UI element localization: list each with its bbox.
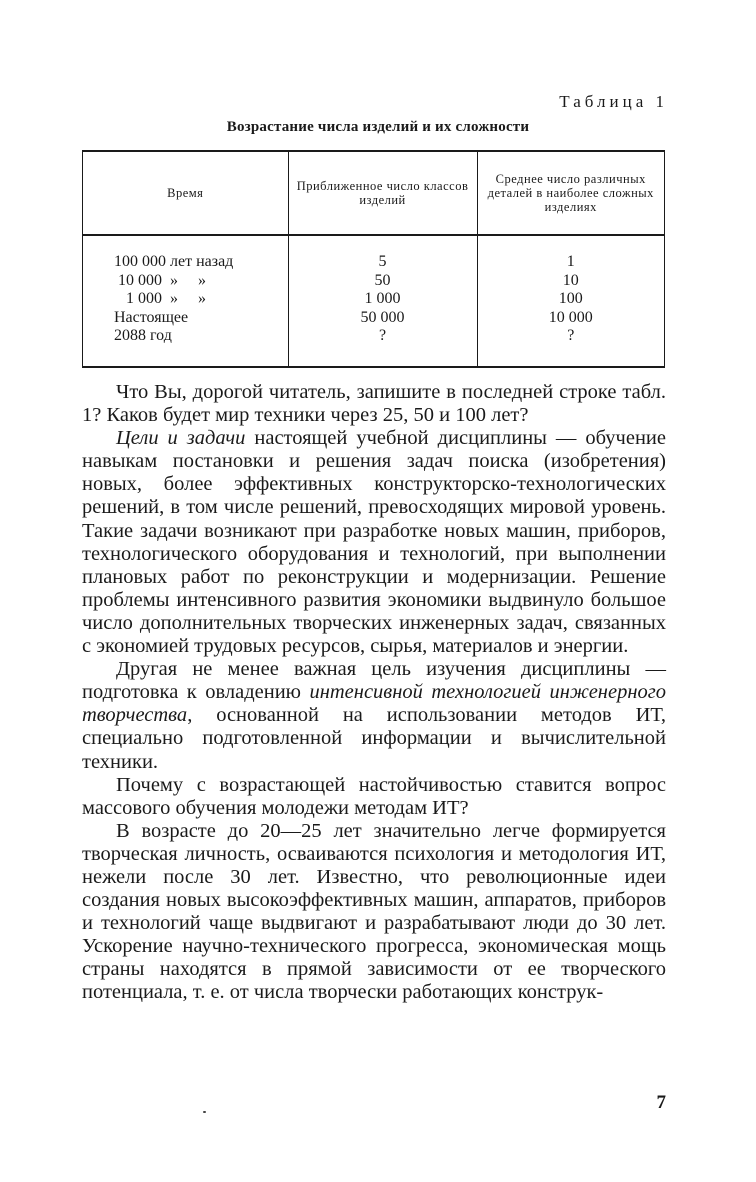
page-number: 7 [656,1092,666,1113]
classes-value: ? [378,327,387,344]
paragraph-question: Что Вы, дорогой читатель, запишите в последней строке табл. 1? Каков будет мир техники через 25, 50 и 100 лет? [82,381,666,427]
parts-column [477,235,664,367]
header-parts: Среднее число различных деталей в наиболее сложных изделиях [477,151,664,235]
second-goal-start: Другая не менее важная цель изучения дисциплины — подготовка к овладению [82,658,666,704]
paragraph-second-goal [82,658,666,773]
paragraph-why: Почему с возрастающей настойчивостью ставится вопрос массового обучения молодежи методам ИТ? [82,773,666,819]
growth-table [82,150,665,368]
paragraph-goals [82,427,666,658]
classes-value: 50 000 [360,308,405,326]
classes-column [288,235,477,367]
parts-value: 10 000 [548,308,593,326]
table-title: Возрастание числа изделий и их сложности [226,119,530,135]
header-time: Время [83,151,289,235]
second-goal-end: , основанной на использовании методов ИТ, специально подготовленной информации и вычислительной техники. [82,704,666,773]
parts-value: 1 [566,253,575,270]
body-text [82,381,666,1005]
second-goal-emphasis: интенсивной технологией инженерного творчества [82,681,666,727]
parts-value: ? [567,327,575,344]
table-label: Таблица 1 [559,92,668,111]
parts-value: 10 [562,271,579,289]
goals-text: настоящей учебной дисциплины — обучение навыкам постановки и решения задач поиска (изобретения) новых, более эффективных конструкторско-технологических решений, в том числе решений, превосходящих мировой уровень. Такие задачи возникают при разработке новых машин, приборов, технологического оборудования и технологий, при выполнении плановых работ по реконструкции и модернизации. Решение проблемы интенсивного развития экономики выдвинуло большое число дополнительных творческих инженерных задач, связанных с экономией трудовых ресурсов, сырья, материалов и энергии. [82,427,666,658]
time-value: 1 000 » » [114,290,206,307]
table-body-row [83,235,665,367]
parts-value: 100 [558,290,583,307]
classes-value: 5 [378,253,387,270]
time-value: 100 000 лет назад [114,253,234,270]
table-header-row [83,151,665,235]
time-value: Настоящее [114,308,189,326]
print-speck [203,1111,206,1113]
goals-emphasis: Цели и задачи [116,427,246,450]
time-value: 2088 год [114,327,172,344]
classes-value: 50 [374,271,391,289]
time-column [83,235,289,367]
classes-value: 1 000 [364,290,401,307]
header-classes: Приближенное число классов изделий [288,151,477,235]
time-value: 10 000 » » [114,271,206,289]
paragraph-age: В возрасте до 20—25 лет значительно легче формируется творческая личность, осваиваются психология и методология ИТ, нежели после 30 лет. Известно, что революционные идеи создания новых высокоэффективных машин, аппаратов, приборов и технологий чаще выдвигают и разрабатывают люди до 30 лет. Ускорение научно-технического прогресса, экономическая мощь страны находятся в прямой зависимости от ее творческого потенциала, т. е. от числа творчески работающих конструк- [82,819,666,1004]
